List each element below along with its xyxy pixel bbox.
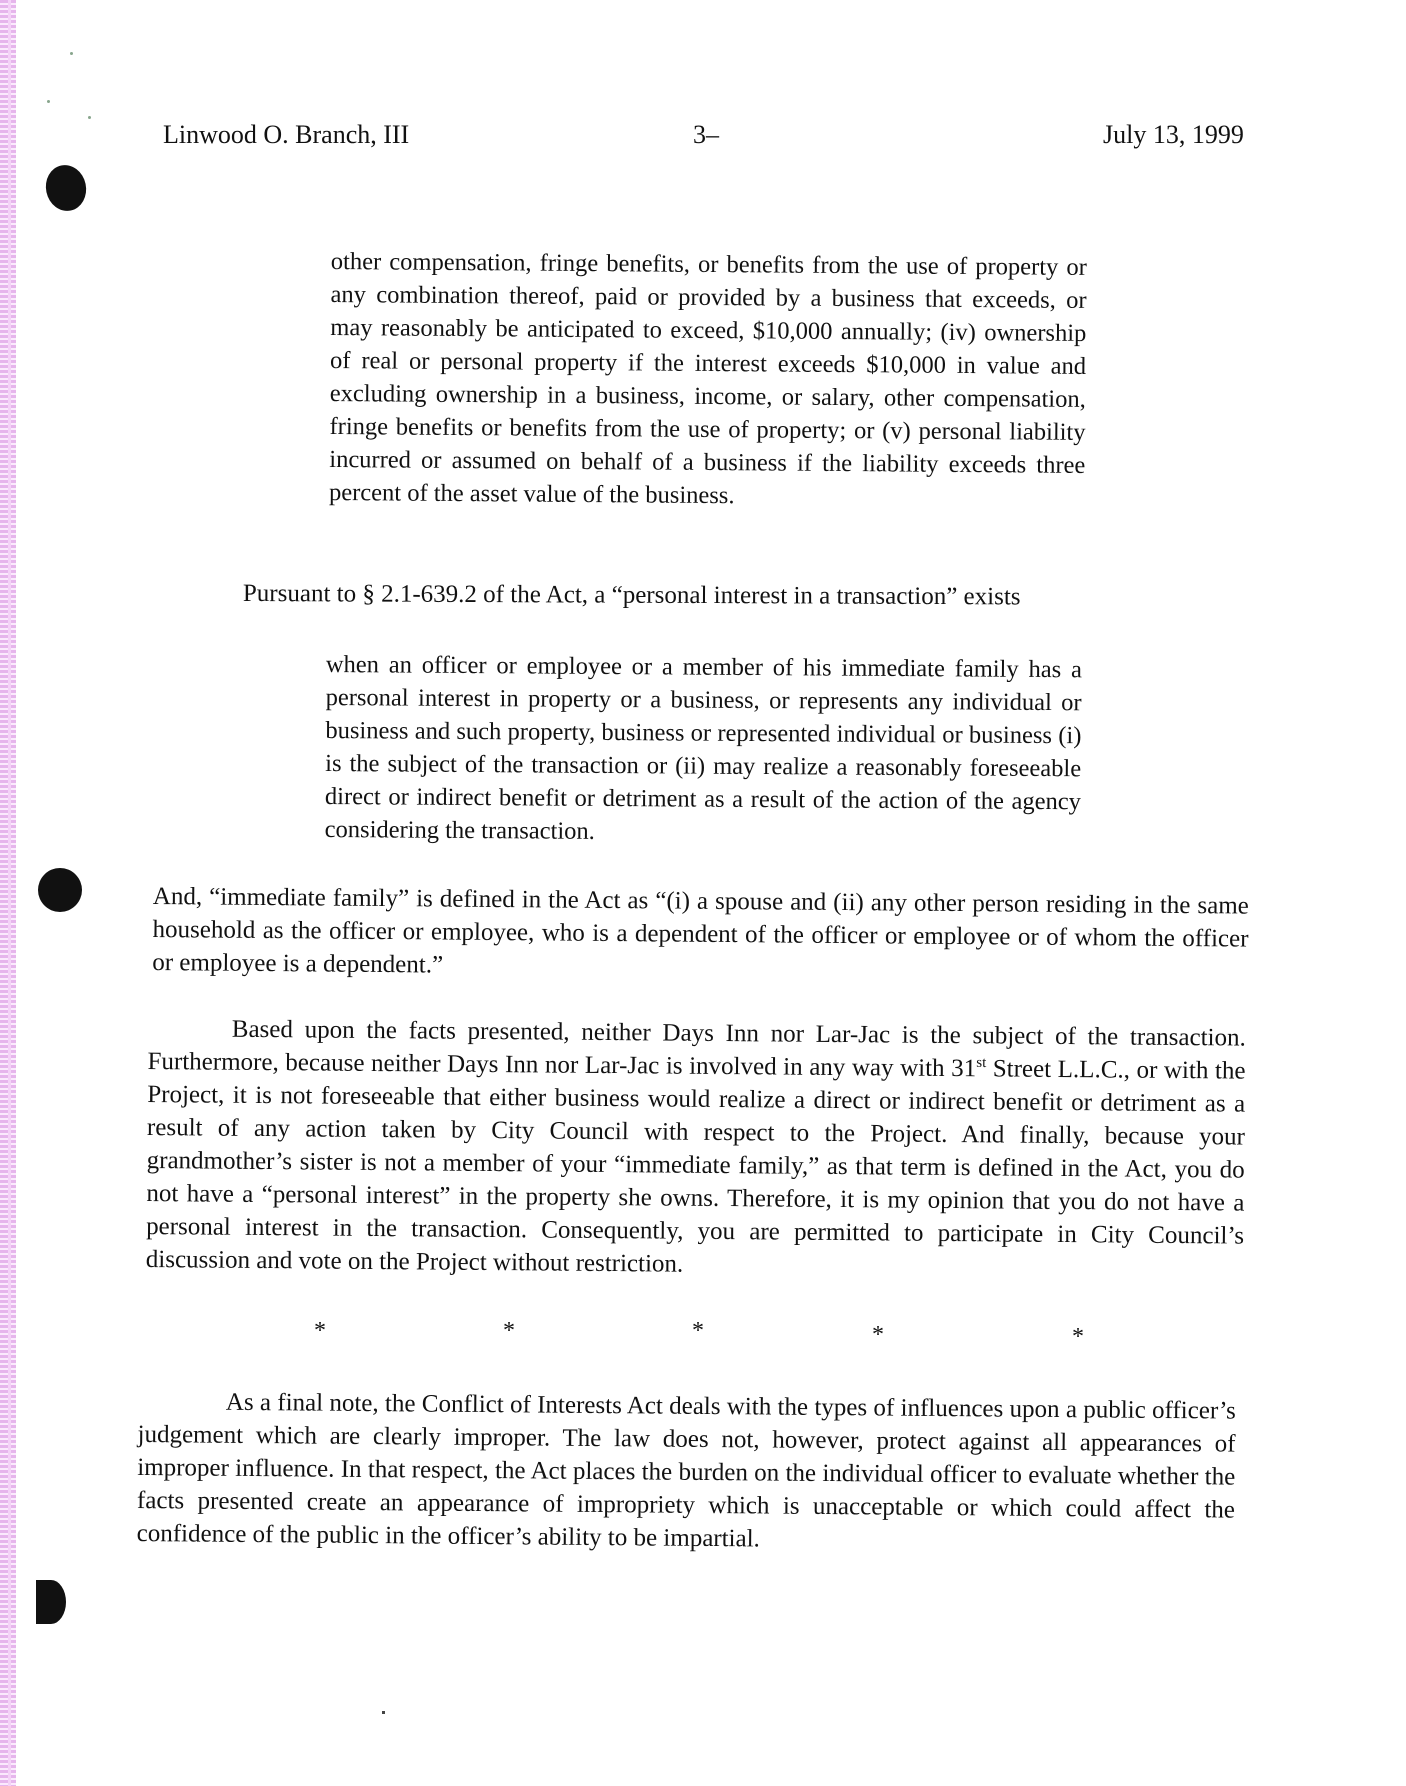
statute-intro-line: Pursuant to § 2.1-639.2 of the Act, a “personal interest in a transaction” exists <box>242 580 1021 611</box>
header-recipient-name: Linwood O. Branch, III <box>163 120 410 149</box>
punch-hole-icon <box>38 868 82 912</box>
header-date: July 13, 1999 <box>1103 120 1244 149</box>
punch-hole-icon <box>42 161 91 214</box>
separator-asterisk: * <box>872 1322 884 1348</box>
block-quote-definition: other compensation, fringe benefits, or benefits from the use of property or any combination thereof, paid or provided by a business that exceeds, or may reasonably be anticipated to exceed, $10,000 annually; (iv) ownership of real or personal property if the interest exceeds $10,000 in value and excluding ownership in a business, income, or salary, other compensation, fringe benefits or benefits from the use of property; or (v) personal liability incurred or assumed on behalf of a business if the liability exceeds three percent of the asset value of the business. <box>328 247 1087 510</box>
scan-speck <box>382 1711 385 1714</box>
separator-asterisk: * <box>692 1318 704 1344</box>
separator-asterisk: * <box>1072 1324 1084 1350</box>
scan-speck <box>47 100 50 103</box>
separator-asterisk: * <box>314 1318 326 1344</box>
paragraph-opinion-part-b: Street L.L.C., or with the Project, it is not foreseeable that either business would realize a direct or indirect benefit or detriment as a result of any action taken by City Council with respect to the Project. And finally, because your grandmother’s sister is not a member of your “immediate family,” as that term is defined in the Act, you do not have a “personal interest” in the property she owns. Therefore, it is my opinion that you do not have a personal interest in the transaction. Consequently, you are permitted to participate in City Council’s discussion and vote on the Project without restriction. <box>145 1055 1246 1278</box>
binding-edge <box>0 0 16 1786</box>
paragraph-opinion-part-a: Based upon the facts presented, neither Days Inn nor Lar-Jac is the subject of the transaction. Furthermore, because neither Days Inn nor Lar-Jac is involved in any way with 31 <box>147 1015 1246 1083</box>
paragraph-final-note: As a final note, the Conflict of Interests Act deals with the types of influences upon a public officer’s judgement which are clearly improper. The law does not, however, protect against all appearances of improper influence. In that respect, the Act places the burden on the individual officer to evaluate whether the facts presented create an appearance of impropriety which is unacceptable or which could affect the confidence of the public in the officer’s ability to be impartial. <box>136 1388 1236 1553</box>
scan-speck <box>88 116 91 119</box>
punch-hole-icon <box>36 1580 66 1624</box>
scan-speck <box>70 52 73 55</box>
block-quote-personal-interest: when an officer or employee or a member of his immediate family has a personal interest in property or a business, or represents any individual or business and such property, business or represented individual or business (i) is the subject of the transaction or (ii) may realize a reasonably foreseeable direct or indirect benefit or detriment as a result of the action of the agency considering the transaction. <box>324 650 1082 845</box>
paragraph-opinion <box>146 1012 1246 1286</box>
paragraph-immediate-family: And, “immediate family” is defined in the Act as “(i) a spouse and (ii) any other person residing in the same household as the officer or employee, who is a dependent of the officer or employee or of whom the officer or employee is a dependent.” <box>152 882 1249 979</box>
separator-asterisk: * <box>503 1318 515 1344</box>
ordinal-suffix: st <box>976 1054 987 1071</box>
header-page-number: 3– <box>693 120 719 149</box>
